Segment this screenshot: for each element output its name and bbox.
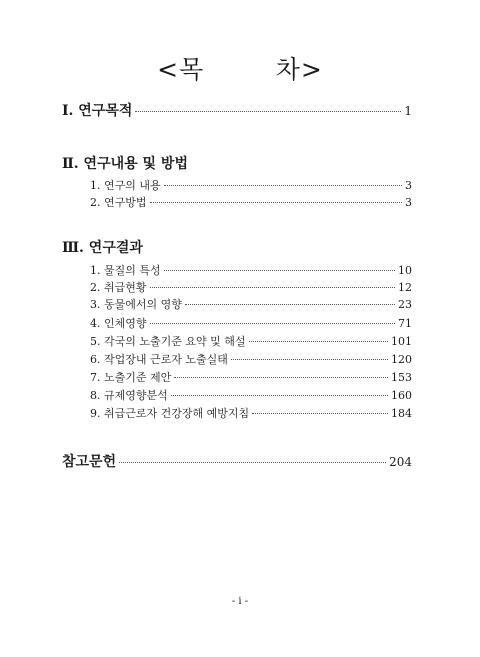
toc-entry-label: 1. 연구의 내용: [90, 179, 161, 192]
toc-entry-label: 1. 물질의 특성: [90, 264, 161, 277]
leader-dots: [135, 111, 401, 112]
toc-entry-page: 1: [404, 104, 412, 118]
toc-entry-label: 2. 연구방법: [90, 196, 147, 209]
toc-entry-label: 5. 각국의 노출기준 요약 및 해설: [90, 335, 246, 348]
leader-dots: [252, 413, 388, 414]
toc-entry-label: 참고문헌: [62, 454, 117, 470]
toc-entry-page: 120: [391, 353, 412, 366]
leader-dots: [231, 359, 388, 360]
toc-entry-page: 204: [389, 455, 412, 469]
toc-entry: [90, 177, 412, 193]
toc-entry-label: 3. 동물에서의 영향: [90, 298, 182, 311]
leader-dots: [164, 185, 402, 186]
toc-entry: [90, 279, 412, 295]
toc-entry: [90, 296, 412, 312]
leader-dots: [150, 202, 403, 203]
toc-entry-label: 4. 인체영향: [90, 317, 147, 330]
page-number: - i -: [231, 596, 249, 607]
toc-entry-page: 23: [398, 298, 412, 311]
leader-dots: [249, 341, 389, 342]
toc-entry-page: 3: [405, 179, 412, 192]
toc-entry-page: 10: [398, 264, 412, 277]
section-heading-contents-methods: Ⅱ. 연구내용 및 방법: [62, 156, 188, 172]
toc-entry: [90, 194, 412, 210]
toc-entry-page: 101: [391, 335, 412, 348]
toc-entry: [90, 405, 412, 421]
toc-entry-label: 6. 작업장내 근로자 노출실태: [90, 353, 228, 366]
toc-entry-references: [62, 451, 412, 471]
toc-entry-page: 160: [391, 389, 412, 402]
toc-entry-label: 2. 취급현황: [90, 281, 147, 294]
toc-entry-label: 9. 취급근로자 건강장해 예방지침: [90, 407, 250, 420]
leader-dots: [150, 323, 396, 324]
toc-entry: [90, 315, 412, 331]
leader-dots: [174, 377, 388, 378]
leader-dots: [171, 395, 388, 396]
toc-entry: [90, 333, 412, 349]
toc-entry: [90, 262, 412, 278]
leader-dots: [185, 304, 395, 305]
toc-entry-label: 7. 노출기준 제안: [90, 371, 172, 384]
leader-dots: [119, 462, 386, 463]
toc-entry-label: 8. 규제영향분석: [90, 389, 168, 402]
toc-entry: [90, 387, 412, 403]
page-title: <목 차>: [157, 55, 323, 84]
toc-entry: [90, 369, 412, 385]
leader-dots: [164, 270, 395, 271]
toc-entry-page: 71: [398, 317, 412, 330]
toc-entry-label: Ⅰ. 연구목적: [62, 103, 133, 119]
toc-entry-page: 184: [391, 407, 412, 420]
leader-dots: [150, 287, 396, 288]
toc-entry-page: 12: [398, 281, 412, 294]
section-heading-results: Ⅲ. 연구결과: [62, 240, 143, 256]
toc-entry-page: 153: [391, 371, 412, 384]
toc-entry-research-purpose: [62, 100, 412, 120]
toc-entry-page: 3: [405, 196, 412, 209]
toc-entry: [90, 351, 412, 367]
